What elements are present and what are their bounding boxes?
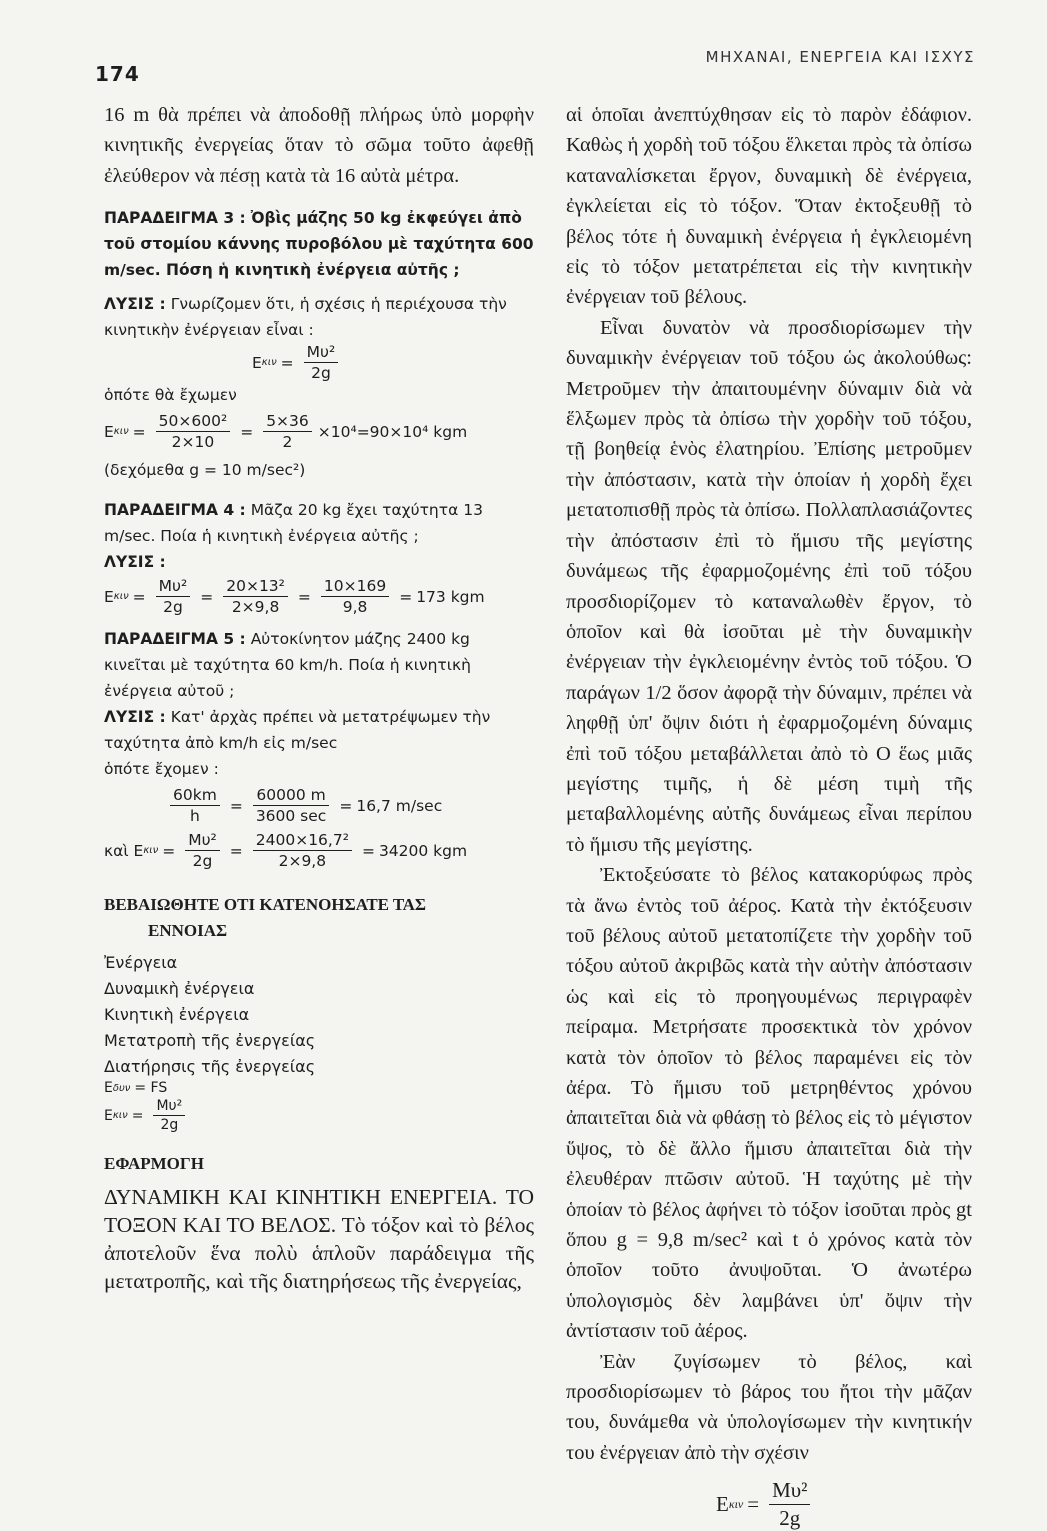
running-head: ΜΗΧΑΝΑΙ, ΕΝΕΡΓΕΙΑ ΚΑΙ ΙΣΧΥΣ — [705, 48, 975, 66]
example-3-solution-label: ΛΥΣΙΣ : — [104, 295, 166, 314]
example-5-solution — [104, 704, 534, 756]
final-numerator-1: Mυ² — [185, 831, 220, 851]
ex4-result: 173 kgm — [416, 587, 485, 606]
right-formula-kinetic: E κιν = $\frac{\text{Mυ²}}{2g}$ — [716, 1478, 972, 1531]
check-heading-line-1: ΒΕΒΑΙΩΘΗΤΕ ΟΤΙ ΚΑΤΕΝΟΗΣΑΤΕ ΤΑΣ — [104, 895, 427, 915]
formula-kinetic: E κιν = $\frac{\text{Mυ²}}{2g}$ — [104, 1098, 534, 1133]
eq2-numerator-a: 50×600² — [156, 412, 231, 432]
eq1-denominator: 2g — [311, 364, 331, 383]
conv-result: 16,7 m/sec — [356, 796, 443, 815]
example-4 — [104, 497, 534, 549]
energy-symbol: E — [104, 587, 114, 606]
ex4-numerator-1: Mυ² — [156, 577, 191, 597]
eq1-numerator: Mυ² — [304, 343, 339, 363]
conv-numerator-1: 60km — [170, 786, 220, 806]
concept-item: Διατήρησις τῆς ἐνεργείας — [104, 1057, 316, 1077]
example-3-equation-1: E κιν = $\frac{\text{Mυ²}}{2g}$ — [252, 343, 534, 382]
example-5-solution-label: ΛΥΣΙΣ : — [104, 708, 166, 727]
right-paragraph-4: Ἐὰν ζυγίσωμεν τὸ βέλος, καὶ προσδιορίσωμεν τὸ βάρος του ἤτοι τὴν μᾶζαν του, δυνάμεθα νὰ ὑπολογίσωμεν τὴν κινητικήν του ἐνέργειαν ἀπὸ τὴν σχέσιν — [566, 1350, 972, 1464]
example-5-text: Αὐτοκίνητον μάζης 2400 kg κινεῖται μὲ ταχύτητα 60 km/h. Ποία ἡ κινητικὴ ἐνέργεια αὐτοῦ ; — [104, 630, 471, 701]
example-3-text: Ὀβὶς μάζης 50 kg ἐκφεύγει ἀπὸ τοῦ στομίου κάννης πυροβόλου μὲ ταχύτητα 600 m/sec. Πόση ἡ κινητικὴ ἐνέργεια αὐτῆς ; — [104, 209, 534, 280]
intro-paragraph: 16 m θὰ πρέπει νὰ ἀποδοθῇ πλήρως ὑπὸ μορφὴν κινητικῆς ἐνεργείας ὅταν τὸ σῶμα τοῦτο ἀφεθῇ ἐλεύθερον νὰ πέσῃ κατὰ τὰ 16 αὐτὰ μέτρα. — [104, 104, 534, 187]
conv-denominator-1: h — [189, 807, 200, 826]
ex4-numerator-2: 20×13² — [223, 577, 288, 597]
final-numerator-2: 2400×16,7² — [253, 831, 352, 851]
eq2-numerator-b: 5×36 — [263, 412, 312, 432]
ex4-denominator-2: 2×9,8 — [231, 598, 280, 617]
final-denominator-1: 2g — [192, 852, 213, 871]
example-3-equation-2: E κιν = $\frac{\text{50×600²}}{2\times 10}$ = $\frac{5\times 36}{2}$ ×10⁴=90×10⁴ kgm — [104, 412, 468, 452]
energy-symbol: E — [104, 1080, 113, 1097]
example-5-conversion: $\frac{60km}{h}$ = $\frac{60000 m}{3600 \sec}$ = 16,7 m/sec — [164, 786, 534, 825]
concept-item: Ἐνέργεια — [104, 953, 178, 973]
example-4-heading: ΠΑΡΑΔΕΙΓΜΑ 4 : — [104, 501, 246, 520]
example-3-solution — [104, 291, 534, 343]
example-5 — [104, 626, 534, 704]
page-number: 174 — [95, 62, 140, 86]
ex4-numerator-3: 10×169 — [321, 577, 389, 597]
application-text: Τὸ τόξον καὶ τὸ βέλος ἀποτελοῦν ἕνα πολὺ ἁπλοῦν παράδειγμα τῆς μετατροπῆς, καὶ τῆς διατηρήσεως τῆς ἐνεργείας, — [104, 1213, 534, 1294]
example-4-solution-label: ΛΥΣΙΣ : — [104, 553, 166, 572]
formula-potential-rhs: = FS — [134, 1080, 168, 1097]
check-heading-line-2: ΕΝΝΟΙΑΣ — [148, 921, 228, 941]
concept-item: Κινητικὴ ἐνέργεια — [104, 1005, 250, 1025]
energy-subscript: κιν — [113, 426, 129, 438]
energy-subscript: κιν — [112, 1110, 128, 1122]
right-formula-numerator: Mυ² — [769, 1478, 810, 1505]
energy-symbol: E — [716, 1492, 729, 1517]
energy-subscript: δυν — [112, 1082, 131, 1094]
example-4-equation: E κιν = $\frac{\text{Mυ²}}{2g}$ = $\frac{\text{20×13²}}{2\times 9,8}$ = $\frac{10\times 169}{9,8}$ = 173 kgm — [104, 577, 485, 617]
example-4-text: Μᾶζα 20 kg ἔχει ταχύτητα 13 m/sec. Ποία ἡ κινητικὴ ἐνέργεια αὐτῆς ; — [104, 501, 483, 546]
example-5-heading: ΠΑΡΑΔΕΙΓΜΑ 5 : — [104, 630, 246, 649]
energy-symbol: E — [252, 353, 262, 372]
eq2-denominator-b: 2 — [282, 433, 293, 452]
example-3 — [104, 205, 534, 283]
energy-subscript: κιν — [143, 845, 159, 857]
right-paragraph-1: αἱ ὁποῖαι ἀνεπτύχθησαν εἰς τὸ παρὸν ἐδάφιον. Καθὼς ἡ χορδὴ τοῦ τόξου ἕλκεται πρὸς τὰ ὀπίσω καταναλίσκεται ἔργον, δυναμικὴ δὲ ἐνέργεια, ἐγκλείεται εἰς τὸ τόξον. Ὅταν ἐκτοξευθῇ τὸ βέλος τότε ἡ δυναμικὴ ἐνέργεια ἡ ἐγκλειομένη εἰς τὸ τόξον μετατρέπεται εἰς τὴν κινητικὴν ἐνέργειαν τοῦ βέλους. — [566, 104, 972, 309]
formula-numerator: Mυ² — [153, 1098, 185, 1116]
energy-symbol: E — [104, 422, 114, 441]
example-5-then: ὁπότε ἔχομεν : — [104, 760, 219, 779]
final-result: 34200 kgm — [378, 841, 468, 860]
application-title: ΔΥΝΑΜΙΚΗ ΚΑΙ ΚΙΝΗΤΙΚΗ ΕΝΕΡΓΕΙΑ. ΤΟ ΤΟΞΟΝ ΚΑΙ ΤΟ ΒΕΛΟΣ. — [104, 1185, 534, 1238]
ex4-denominator-1: 2g — [163, 598, 183, 617]
left-column — [104, 100, 534, 1295]
eq2-denominator-a: 2×10 — [171, 433, 215, 452]
application-body — [104, 1183, 534, 1295]
energy-subscript: κιν — [728, 1497, 744, 1512]
right-paragraph-2: Εἶναι δυνατὸν νὰ προσδιορίσωμεν τὴν δυναμικὴν ἐνέργειαν τοῦ τόξου ὡς ἀκολούθως: Μετροῦμεν τὴν ἀπαιτουμένην δύναμιν διὰ νὰ ἕλξωμεν πρὸς τὰ ὀπίσω τὴν χορδὴν τοῦ τόξου, τῇ βοηθείᾳ ἑνὸς ἐλατηρίου. Ἐπίσης μετροῦμεν τὴν ἀπόστασιν, κατὰ τὴν ὁποίαν ἡ χορδὴ ἔχει μετατοπισθῇ πρὸς τὰ ὀπίσω. Πολλαπλασιάζοντες τὴν ἀπόστασιν ἐπὶ τὸ ἥμισυ τῆς μεγίστης δυνάμεως τῆς ἐφαρμοζομένης ἐπὶ τοῦ τόξου προσδιορίζομεν τὸ καταναλωθὲν ἔργον, τὸ ὁποῖον καὶ θὰ ἰσοῦται μὲ τὴν δυναμικὴν ἐνέργειαν τὴν ἐγκλειομένην ἐντὸς τοῦ τόξου. Ὁ παράγων 1/2 ὅσον ἀφορᾷ τὴν δύναμιν, πρέπει νὰ ληφθῇ ὑπ' ὄψιν διότι ἡ ἐφαρμοζομένη δύναμις ἐπὶ τοῦ τόξου μεταβάλλεται ἀπὸ τὸ Ο ἕως μιᾶς μεγίστης τιμῆς, ἡ δὲ μέση τιμὴ τῆς μεταβαλλομένης αὐτῆς δυνάμεως εἶναι περίπου τὸ ἥμισυ τῆς μεγίστης. — [566, 316, 972, 856]
conv-denominator-2: 3600 sec — [255, 807, 327, 826]
conv-numerator-2: 60000 m — [253, 786, 328, 806]
example-3-then: ὁπότε θὰ ἔχωμεν — [104, 386, 237, 405]
energy-symbol: E — [104, 1107, 113, 1124]
example-3-heading: ΠΑΡΑΔΕΙΓΜΑ 3 : — [104, 209, 246, 228]
example-3-note: (δεχόμεθα g = 10 m/sec²) — [104, 461, 306, 480]
ex4-denominator-3: 9,8 — [342, 598, 368, 617]
final-prefix: καὶ E — [104, 841, 144, 860]
example-5-final: καὶ E κιν = $\frac{\text{Mυ²}}{2g}$ = $\frac{\text{2400×16,7²}}{2\times 9,8}$ = 34200 kgm — [104, 831, 468, 871]
energy-subscript: κιν — [113, 591, 129, 603]
formula-denominator: 2g — [160, 1117, 179, 1134]
formula-potential — [104, 1080, 534, 1096]
energy-subscript: κιν — [261, 357, 277, 369]
final-denominator-2: 2×9,8 — [278, 852, 327, 871]
concept-item: Δυναμικὴ ἐνέργεια — [104, 979, 255, 999]
right-formula-denominator: 2g — [779, 1506, 801, 1531]
example-5-solution-text: Κατ' ἀρχὰς πρέπει νὰ μετατρέψωμεν τὴν ταχύτητα ἀπὸ km/h εἰς m/sec — [104, 708, 491, 753]
concept-item: Μετατροπὴ τῆς ἐνεργείας — [104, 1031, 316, 1051]
eq2-result: ×10⁴=90×10⁴ kgm — [317, 422, 468, 441]
application-heading: ΕΦΑΡΜΟΓΗ — [104, 1154, 204, 1174]
right-paragraph-3: Ἐκτοξεύσατε τὸ βέλος κατακορύφως πρὸς τὰ ἄνω ἐντὸς τοῦ ἀέρος. Κατὰ τὴν ἐκτόξευσιν τοῦ βέλους αὐτοῦ μετατοπίζετε τὴν χορδὴν τοῦ τόξου αὐτοῦ ἀκριβῶς κατὰ τὴν αὐτὴν ἀπόστασιν ὡς καὶ εἰς τὸ προηγουμένως περιγραφὲν πείραμα. Μετρήσατε προσεκτικὰ τὸν χρόνον κατὰ τὸν ὁποῖον τὸ βέλος παραμένει εἰς τὸν ἀέρα. Τὸ ἥμισυ τοῦ μετρηθέντος χρόνου ἀπαιτεῖται διὰ νὰ φθάσῃ τὸ βέλος εἰς τὸ μέγιστον ὕψος, τὸ δὲ ἄλλο ἥμισυ ἀπαιτεῖται διὰ τὴν ἐλευθέραν πτῶσιν αὐτοῦ. Ἡ ταχύτης μὲ τὴν ὁποίαν τὸ βέλος ἀφήνει τὸ τόξον ἰσοῦται πρὸς gt ὅπου g = 9,8 m/sec² καὶ t ὁ χρόνος κατὰ τὸν ὁποῖον τοῦτο ἀνυψοῦται. Ὁ ἀνωτέρω ὑπολογισμὸς δὲν λαμβάνει ὑπ' ὄψιν τὴν ἀντίστασιν τοῦ ἀέρος. — [566, 864, 972, 1343]
example-3-solution-text: Γνωρίζομεν ὅτι, ἡ σχέσις ἡ περιέχουσα τὴν κινητικὴν ἐνέργειαν εἶναι : — [104, 295, 507, 340]
right-column — [566, 100, 972, 1531]
